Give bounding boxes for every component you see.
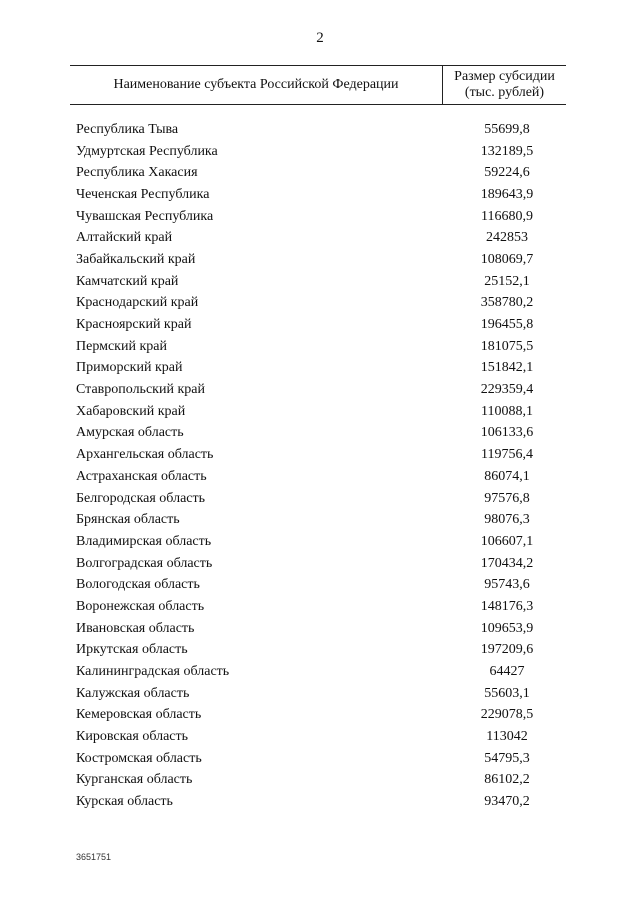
subsidy-amount: 93470,2 xyxy=(484,794,530,810)
table-row xyxy=(76,141,566,163)
region-name: Костромская область xyxy=(76,750,202,766)
region-name: Белгородская область xyxy=(76,490,206,506)
subsidy-amount: 189643,9 xyxy=(480,186,534,202)
table-row xyxy=(76,726,566,748)
subsidy-amount: 86074,1 xyxy=(484,468,530,484)
region-name: Республика Тыва xyxy=(76,121,179,137)
region-name: Приморский край xyxy=(76,360,183,376)
table-row xyxy=(76,705,566,727)
table-row xyxy=(76,119,566,141)
subsidy-amount: 110088,1 xyxy=(481,403,533,419)
table-header xyxy=(70,65,566,105)
subsidy-amount: 55699,8 xyxy=(484,121,530,137)
table-row xyxy=(76,444,566,466)
table-row xyxy=(76,401,566,423)
subsidy-amount: 229359,4 xyxy=(480,382,534,398)
subsidy-amount: 151842,1 xyxy=(480,360,534,376)
subsidy-amount: 64427 xyxy=(489,664,525,680)
region-name: Кировская область xyxy=(76,729,189,745)
table-row xyxy=(76,531,566,553)
table-row xyxy=(76,618,566,640)
subsidy-amount: 95743,6 xyxy=(484,577,530,593)
subsidy-amount: 59224,6 xyxy=(484,165,530,181)
table-row xyxy=(76,206,566,228)
table-row xyxy=(76,640,566,662)
subsidy-amount: 97576,8 xyxy=(484,490,530,506)
table-row xyxy=(76,271,566,293)
region-name: Брянская область xyxy=(76,512,180,528)
table-row xyxy=(76,249,566,271)
region-name: Хабаровский край xyxy=(76,403,186,419)
column-header-amount-line1: Размер субсидии xyxy=(454,69,555,84)
region-name: Астраханская область xyxy=(76,468,207,484)
page-number: 2 xyxy=(316,30,324,46)
table-row xyxy=(76,596,566,618)
subsidy-amount: 25152,1 xyxy=(484,273,530,289)
subsidy-amount: 55603,1 xyxy=(484,685,530,701)
region-name: Удмуртская Республика xyxy=(76,143,218,159)
table-row xyxy=(76,379,566,401)
region-name: Калужская область xyxy=(76,685,190,701)
region-name: Чеченская Республика xyxy=(76,186,210,202)
region-name: Амурская область xyxy=(76,425,184,441)
table-row xyxy=(76,336,566,358)
region-name: Камчатский край xyxy=(76,273,179,289)
table-row xyxy=(76,661,566,683)
table-row xyxy=(76,227,566,249)
table-row xyxy=(76,293,566,315)
region-name: Калининградская область xyxy=(76,664,230,680)
table-row xyxy=(76,574,566,596)
table-row xyxy=(76,770,566,792)
table-row xyxy=(76,184,566,206)
subsidy-amount: 108069,7 xyxy=(480,251,534,267)
subsidy-amount: 181075,5 xyxy=(480,338,534,354)
region-name: Забайкальский край xyxy=(76,251,196,267)
region-name: Иркутская область xyxy=(76,642,188,658)
table-row xyxy=(76,488,566,510)
region-name: Архангельская область xyxy=(76,447,214,463)
column-header-amount xyxy=(443,69,566,101)
table-row xyxy=(76,358,566,380)
table-row xyxy=(76,748,566,770)
region-name: Курганская область xyxy=(76,772,193,788)
table-row xyxy=(76,162,566,184)
subsidy-amount: 196455,8 xyxy=(480,317,534,333)
region-name: Красноярский край xyxy=(76,317,192,333)
table-row xyxy=(76,423,566,445)
table-row xyxy=(76,509,566,531)
subsidy-amount: 54795,3 xyxy=(484,750,530,766)
region-name: Алтайский край xyxy=(76,230,173,246)
table-row xyxy=(76,683,566,705)
region-name: Курская область xyxy=(76,794,173,810)
region-name: Пермский край xyxy=(76,338,167,354)
subsidy-amount: 358780,2 xyxy=(480,295,534,311)
region-name: Воронежская область xyxy=(76,598,205,614)
region-name: Ивановская область xyxy=(76,620,195,636)
column-header-name: Наименование субъекта Российской Федерации xyxy=(113,77,399,92)
subsidy-amount: 148176,3 xyxy=(480,598,534,614)
column-header-amount-line2: (тыс. рублей) xyxy=(464,85,545,100)
table-row xyxy=(76,553,566,575)
region-name: Ставропольский край xyxy=(76,382,205,398)
subsidy-amount: 132189,5 xyxy=(480,143,534,159)
table-body xyxy=(76,119,566,813)
region-name: Чувашская Республика xyxy=(76,208,214,224)
subsidy-amount: 116680,9 xyxy=(481,208,533,224)
table-row xyxy=(76,314,566,336)
region-name: Республика Хакасия xyxy=(76,165,198,181)
subsidy-amount: 86102,2 xyxy=(484,772,530,788)
subsidy-amount: 242853 xyxy=(486,230,528,246)
region-name: Владимирская область xyxy=(76,533,212,549)
table-row xyxy=(76,791,566,813)
subsidy-amount: 170434,2 xyxy=(480,555,534,571)
subsidy-amount: 197209,6 xyxy=(480,642,534,658)
region-name: Вологодская область xyxy=(76,577,200,593)
table-row xyxy=(76,466,566,488)
region-name: Краснодарский край xyxy=(76,295,199,311)
subsidy-amount: 229078,5 xyxy=(480,707,534,723)
subsidy-amount: 113042 xyxy=(486,729,528,745)
region-name: Кемеровская область xyxy=(76,707,202,723)
document-id: 3651751 xyxy=(76,852,112,862)
subsidy-amount: 106607,1 xyxy=(480,533,534,549)
region-name: Волгоградская область xyxy=(76,555,213,571)
subsidy-amount: 98076,3 xyxy=(484,512,530,528)
subsidy-amount: 109653,9 xyxy=(480,620,534,636)
subsidy-amount: 119756,4 xyxy=(481,447,533,463)
subsidy-amount: 106133,6 xyxy=(480,425,534,441)
